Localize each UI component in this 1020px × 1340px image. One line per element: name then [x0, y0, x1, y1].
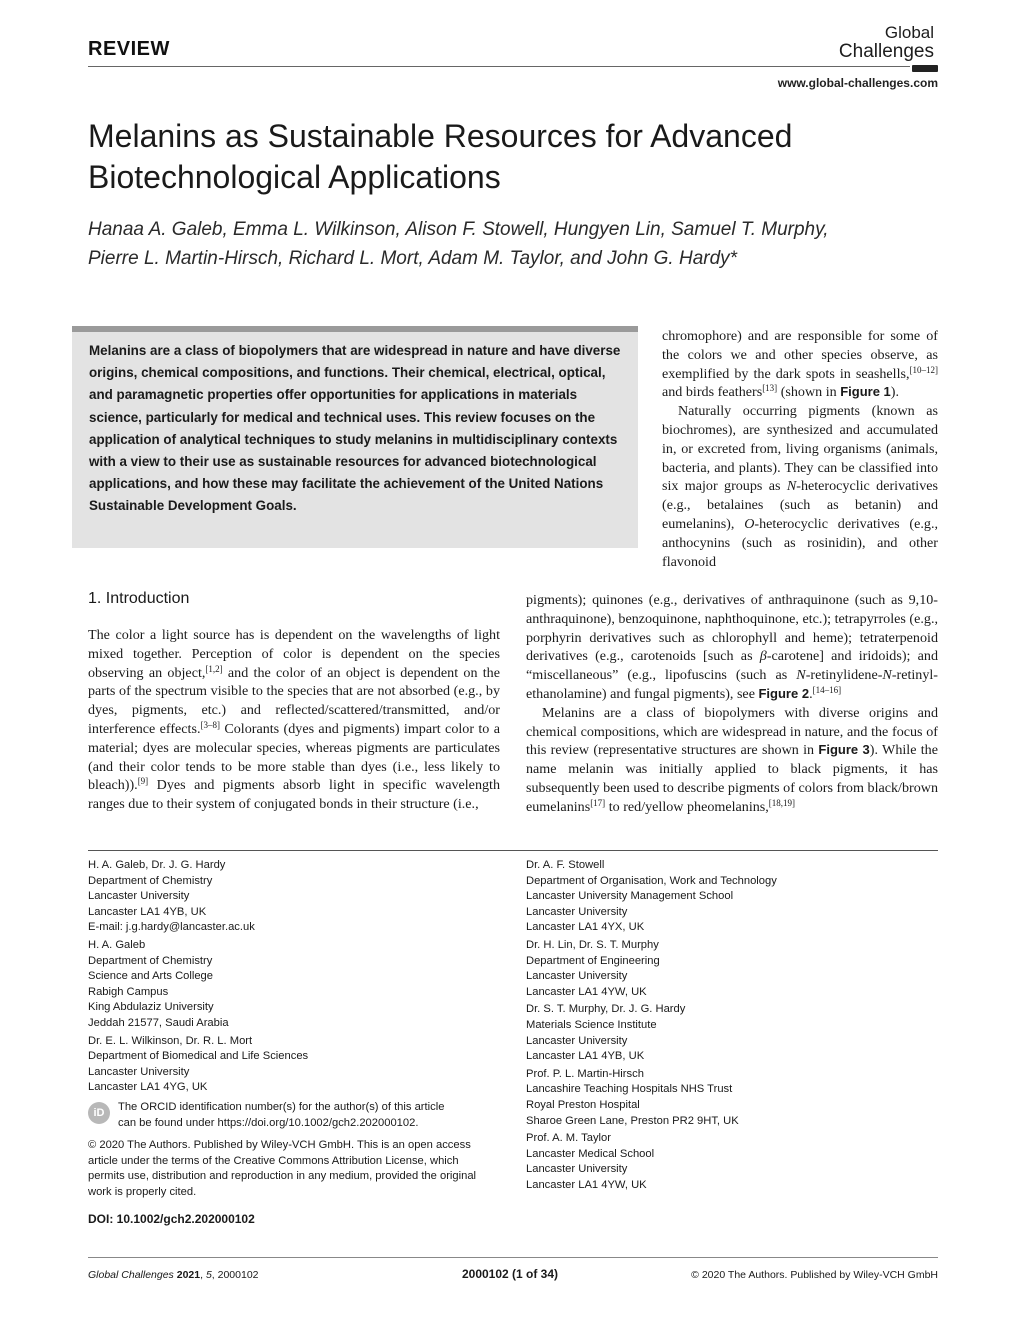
orcid-doi-link[interactable]: can be found under https://doi.org/10.1002/gch2.202000102. — [118, 1116, 419, 1129]
doi-link[interactable]: DOI: 10.1002/gch2.202000102 — [88, 1212, 255, 1226]
section-heading: 1. Introduction — [88, 590, 190, 607]
orcid-notice — [88, 1100, 508, 1132]
affiliation-line: Lancaster LA1 4YB, UK — [526, 1050, 645, 1063]
affiliation-line: Department of Biomedical and Life Sciences — [88, 1050, 309, 1063]
affiliation-line: Lancaster LA1 4YB, UK — [88, 905, 207, 918]
author-line: Pierre L. Martin-Hirsch, Richard L. Mort, Adam M. Taylor, and John G. Hardy* — [88, 248, 738, 269]
affiliation-line: Dr. S. T. Murphy, Dr. J. G. Hardy — [526, 1003, 686, 1016]
affiliation-line: Lancaster Medical School — [526, 1147, 655, 1160]
affiliation-line: Lancaster LA1 4YG, UK — [88, 1081, 208, 1094]
affiliation-line: Department of Chemistry — [88, 874, 213, 887]
affiliation-line: Lancaster University — [88, 1065, 190, 1078]
orcid-icon: iD — [88, 1102, 110, 1124]
citation-ref[interactable]: [1,2] — [205, 663, 223, 674]
affiliation-line: Lancaster University — [526, 970, 628, 983]
affiliation-line: Materials Science Institute — [526, 1018, 657, 1031]
affiliation-line: Science and Arts College — [88, 970, 214, 983]
paragraph: The color a light source has is dependent on the wavelengths of light mixed together. Perception of color is dependent on the species observing an object,[1,2] and the color of an object is dependent on the parts of the spectrum visible to the species that are not absorbed (e.g., by dyes, pigments, etc.) and reflected/scattered/transmitted, and/or interference effects.[3–8] Colorants (dyes and pigments) impart color to a material; dyes are molecular species, whereas pigments are particulates (and their color tends to be more stable than dyes (i.e., less likely to bleach)).[9] Dyes and pigments absorb light in specific wavelength ranges due to their system of conjugated bonds in their structure (i.e., — [88, 627, 500, 813]
orcid-text: The ORCID identification number(s) for the author(s) of this article can be found under https://doi.org/10.1002/gch2.202000102. — [118, 1100, 518, 1131]
article-title: Melanins as Sustainable Resources for Advanced Biotechnological Applications — [88, 118, 793, 195]
abstract-text: Melanins are a class of biopolymers that are widespread in nature and have diverse origins, chemical compositions, and functions. Their chemical, electrical, optical, and paramagnetic properties offer opportunities for applications in materials science, particularly for medical and technical uses. This review focuses on the application of analytical techniques to study melanins in multidisciplinary contexts with a view to their use as sustainable resources for advanced biotechnological applications, and how these may facilitate the achievement of the United Nations Sustainable Development Goals. — [89, 343, 621, 514]
intro-body — [88, 626, 500, 814]
figure-ref[interactable]: Figure 3 — [818, 742, 870, 758]
affiliation-line: Dr. A. F. Stowell — [526, 859, 605, 871]
journal-name-line1: Global — [884, 23, 934, 42]
figure-ref[interactable]: Figure 2 — [758, 685, 810, 701]
citation-ref[interactable]: [18,19] — [768, 797, 796, 808]
paragraph: Melanins are a class of biopolymers with diverse origins and chemical compositions, which are widespread in nature, and the focus of this review (representative structures are shown in Figure 3). While the name melanin was initially applied to black pigments, it has subsequently been used to describe pigments of colors from black/brown eumelanins[17] to red/yellow pheomelanins,[18,19] — [526, 704, 938, 815]
affiliation-line: Dr. E. L. Wilkinson, Dr. R. L. Mort — [88, 1034, 253, 1047]
paragraph: pigments); quinones (e.g., derivatives of anthraquinone (such as 9,10-anthraquinone), benzoquinone, naphthoquinone, etc.); tetrapyrroles (e.g., porphyrin derivatives such as chlorophyll and heme); tetraterpenoid derivatives (e.g., carotenoids [such as β-carotene] and iridoids); and “miscellaneous” (e.g., lipofuscins (such as N-retinylidene-N-retinyl-ethanolamine) and fungal pigments), see Figure 2.[14–16] — [526, 592, 939, 702]
affiliation-line: Rabigh Campus — [88, 985, 169, 998]
author-list — [88, 215, 958, 273]
affiliation-line: Lancaster University — [526, 905, 628, 918]
abstract-box — [72, 326, 638, 548]
figure-ref[interactable]: Figure 1 — [840, 384, 891, 400]
footer-copyright: © 2020 The Authors. Published by Wiley-VCH GmbH — [691, 1269, 938, 1281]
paragraph: chromophore) and are responsible for some of the colors we and other species observe, as exemplified by the dark spots in seashells,[10–12] and birds feathers[13] (shown in Figure 1). — [662, 328, 938, 401]
citation-ref[interactable]: [3–8] — [200, 719, 220, 730]
right-column-top — [662, 327, 938, 571]
paragraph: Naturally occurring pigments (known as biochromes), are synthesized and accumulated in, or excreted from, living organisms (animals, bacteria, and plants). They can be classified into six major groups as N-heterocyclic derivatives (e.g., betalaines (such as betanin) and eumelanins), O-heterocyclic derivatives (e.g., anthocynins (such as rosinidin), and other flavonoid — [662, 403, 938, 570]
journal-url-link[interactable]: www.global-challenges.com — [777, 76, 938, 90]
affiliation-line: H. A. Galeb, Dr. J. G. Hardy — [88, 859, 226, 871]
affiliation-line: Department of Chemistry — [88, 954, 213, 967]
publisher-mark-icon — [912, 65, 938, 72]
affiliation-line: Lancashire Teaching Hospitals NHS Trust — [526, 1083, 733, 1096]
affiliation-line: Prof. A. M. Taylor — [526, 1132, 611, 1145]
abstract-top-bar — [72, 326, 638, 332]
journal-logo — [839, 24, 934, 61]
affiliation-line: King Abdulaziz University — [88, 1001, 214, 1014]
citation-ref[interactable]: [9] — [137, 776, 149, 787]
affiliations-right — [526, 858, 938, 1193]
affiliation-line: Sharoe Green Lane, Preston PR2 9HT, UK — [526, 1114, 739, 1127]
affiliation-line: Lancaster University — [526, 1163, 628, 1176]
footnote-divider — [88, 850, 938, 851]
affiliation-line: E-mail: j.g.hardy@lancaster.ac.uk — [88, 921, 255, 934]
affiliation-line: Department of Organisation, Work and Technology — [526, 874, 777, 887]
affiliation-line: Lancaster LA1 4YW, UK — [526, 985, 647, 998]
section-label: REVIEW — [88, 38, 170, 60]
affiliations-left — [88, 858, 508, 1096]
affiliation-line: Lancaster University — [88, 890, 190, 903]
affiliation-line: Prof. P. L. Martin-Hirsch — [526, 1067, 644, 1080]
page-number: 2000102 (1 of 34) — [461, 1267, 559, 1281]
affiliation-line: Department of Engineering — [526, 954, 660, 967]
affiliation-line: Lancaster LA1 4YX, UK — [526, 921, 645, 934]
citation-ref[interactable]: [14–16] — [812, 684, 842, 695]
citation-ref[interactable]: [10–12] — [909, 364, 938, 375]
author-line: Hanaa A. Galeb, Emma L. Wilkinson, Alison F. Stowell, Hungyen Lin, Samuel T. Murphy, — [88, 219, 829, 240]
citation-ref[interactable]: [17] — [590, 797, 606, 808]
affiliation-line: Lancaster University Management School — [526, 890, 734, 903]
header-divider — [88, 66, 910, 67]
license-text: © 2020 The Authors. Published by Wiley-VCH GmbH. This is an open access article under the terms of the Creative Commons Attribution License, which permits use, distribution and reproduction in any medium, provided the original work is properly cited. — [88, 1139, 477, 1198]
affiliation-line: Royal Preston Hospital — [526, 1098, 640, 1111]
right-column-bottom — [526, 591, 938, 817]
journal-name-line2: Challenges — [838, 41, 934, 62]
footer-divider — [88, 1257, 938, 1258]
footer-citation: Global Challenges 2021, 5, 2000102 — [88, 1269, 259, 1281]
page-header — [88, 18, 938, 96]
citation-ref[interactable]: [13] — [762, 383, 778, 394]
affiliation-line: Jeddah 21577, Saudi Arabia — [88, 1016, 229, 1029]
affiliation-line: Lancaster LA1 4YW, UK — [526, 1178, 647, 1191]
affiliation-line: Dr. H. Lin, Dr. S. T. Murphy — [526, 938, 659, 951]
affiliation-line: Lancaster University — [526, 1034, 628, 1047]
affiliation-line: H. A. Galeb — [88, 938, 146, 951]
